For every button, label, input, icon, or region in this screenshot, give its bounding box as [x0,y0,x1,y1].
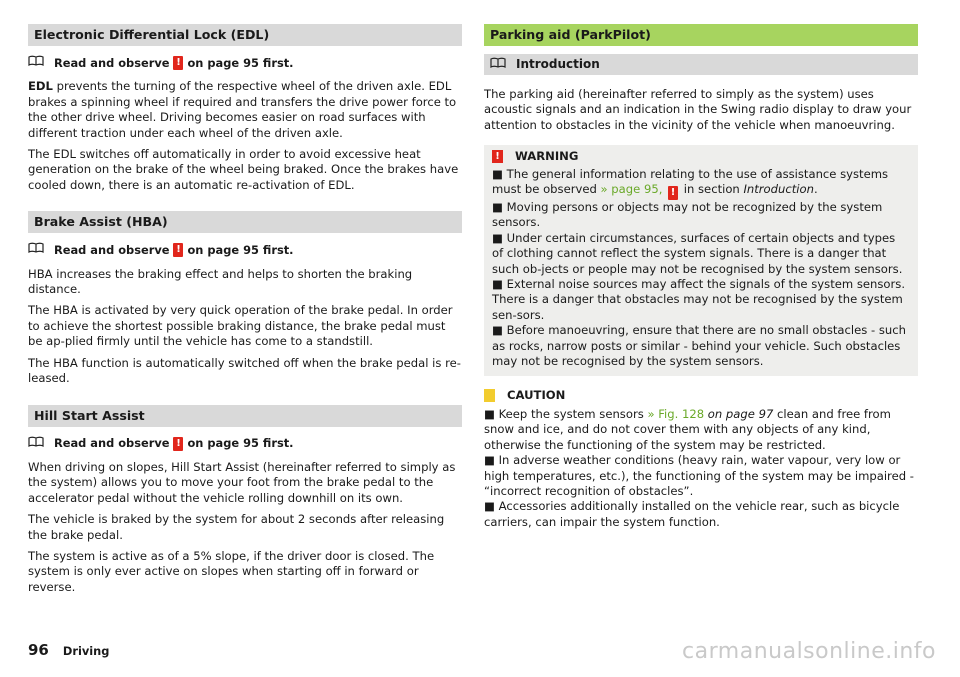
page-number: 96 [28,641,49,659]
edl-paragraph-2: The EDL switches off automatically in order to avoid excessive heat generation on the brake of the wheel being braked. Once the brakes have cooled down, there is an automatic re-activation of EDL. [28,147,459,192]
left-column [28,24,462,601]
caution-heading [484,388,918,403]
book-icon [28,242,46,258]
hsa-paragraph-1: When driving on slopes, Hill Start Assist (hereinafter referred to simply as the system) allows you to move your foot from the brake pedal to the accelerator pedal without the vehicle rolling downhill on its own. [28,459,456,505]
caution-label: CAUTION [507,387,566,402]
exclamation-icon: ! [173,56,183,70]
warning-item-3: ■ Under certain circumstances, surfaces of certain objects and types of clothing cannot reflect the system signals. There is a danger that such ob-jects or people may not be recognised by the system sensors. [492,230,903,276]
hba-paragraph-1: HBA increases the braking effect and helps to shorten the braking distance. [28,266,413,297]
warning-item-4: ■ External noise sources may affect the signals of the system sensors. There is a danger that obstacles may not be recognised by the system sen-sors. [492,277,905,322]
section-title-hsa: Hill Start Assist [28,405,462,427]
warning-item-1: ■ The general information relating to the use of assistance systems must be observed » page 95, ! in section Introduction. [492,166,889,199]
warning-item-2: ■ Moving persons or objects may not be recognized by the system sensors. [492,200,883,230]
caution-item-1: ■ Keep the system sensors » Fig. 128 on page 97 clean and free from snow and ice, and do not cover them with any objects of any kind, otherwise the functioning of the system may be restricted. [484,406,891,452]
caution-icon [484,389,495,402]
page-footer [28,643,109,659]
chapter-name: Driving [62,644,110,658]
warning-item-5: ■ Before manoeuvring, ensure that there are no small obstacles - such as rocks, narrow posts or similar - behind your vehicle. Such obstacles may not be recognised by the system sensors. [492,323,906,369]
exclamation-icon: ! [668,186,678,200]
figure-link[interactable]: » Fig. 128 [647,406,705,421]
hsa-paragraph-3: The system is active as of a 5% slope, if the driver door is closed. The system is only ever active on slopes when starting off in forward or reverse. [28,548,435,594]
edl-paragraph-1: EDL prevents the turning of the respective wheel of the driven axle. EDL brakes a spinning wheel if required and transfers the drive power force to the other drive wheel. Driving becomes easier on road surfaces with different traction under each wheel of the driven axle. [28,79,457,140]
exclamation-icon: ! [173,243,183,257]
right-column [484,24,918,530]
section-title-parkpilot: Parking aid (ParkPilot) [484,24,918,46]
warning-icon: ! [492,150,503,163]
caution-item-3: ■ Accessories additionally installed on the vehicle rear, such as bicycle carriers, can impair the system function. [484,499,900,529]
book-icon [28,436,46,452]
read-observe-hba: Read and observe ! on page 95 first. [28,242,462,258]
section-title-edl: Electronic Differential Lock (EDL) [28,24,462,46]
warning-box [484,145,918,375]
caution-item-2: ■ In adverse weather conditions (heavy rain, water vapour, very low or high temperatures, etc.), the functioning of the system may be impaired - “incorrect recognition of obstacles”. [484,453,914,498]
hba-paragraph-3: The HBA function is automatically switched off when the brake pedal is re-leased. [28,355,461,386]
read-observe-hsa: Read and observe ! on page 95 first. [28,436,462,452]
hba-paragraph-2: The HBA is activated by very quick operation of the brake pedal. In order to achieve the shortest possible braking distance, the brake pedal must be ap-plied firmly until the vehicle has come to a standstill. [28,303,453,349]
subsection-title-introduction: Introduction [484,54,918,75]
hsa-paragraph-2: The vehicle is braked by the system for about 2 seconds after releasing the brake pedal. [28,512,445,542]
watermark: carmanualsonline.info [682,639,936,664]
book-icon [28,55,46,71]
book-icon [490,57,508,73]
intro-paragraph: The parking aid (hereinafter referred to simply as the system) uses acoustic signals and an indication in the Swing radio display to draw your attention to obstacles in the vicinity of the vehicle when manoeuvring. [484,87,912,132]
read-observe-edl: Read and observe ! on page 95 first. [28,55,462,71]
warning-label: WARNING [515,149,579,164]
page-link[interactable]: » page 95, [600,182,663,197]
exclamation-icon: ! [173,437,183,451]
section-title-hba: Brake Assist (HBA) [28,211,462,233]
